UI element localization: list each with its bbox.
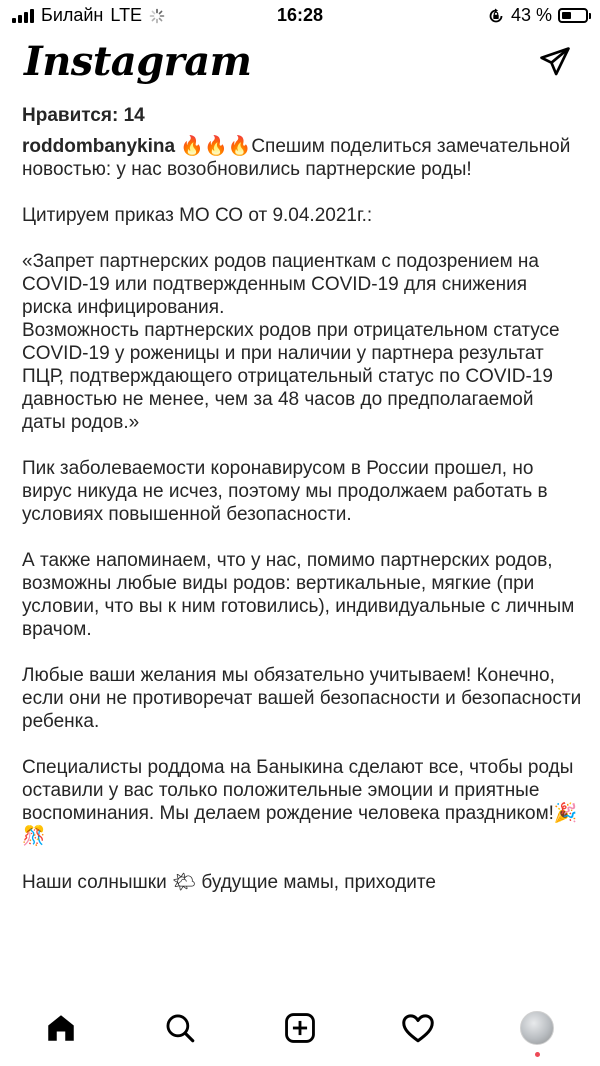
bottom-navigation (0, 994, 600, 1066)
caption-paragraph: «Запрет партнерских родов пациенткам с подозрением на COVID-19 или подтвержденным COVID-19 для снижения риска инфицирования. (22, 251, 539, 318)
nav-new-post[interactable] (280, 1008, 320, 1048)
caption-paragraph: roddombanykina 🔥🔥🔥Спешим поделиться замечательной новостью: у нас возобновились партнерские роды! (22, 136, 571, 180)
network-type: LTE (110, 5, 143, 25)
carrier-name: Билайн (41, 5, 104, 25)
post-caption (22, 135, 582, 894)
new-post-icon (283, 1011, 317, 1045)
orientation-lock-icon (487, 7, 505, 25)
nav-search[interactable] (160, 1008, 200, 1048)
nav-activity[interactable] (398, 1008, 438, 1048)
battery-percentage: 43 % (510, 5, 552, 25)
battery-level-fill (562, 12, 571, 19)
caption-paragraph: Наши солнышки 🌤 будущие мамы, приходите (22, 872, 436, 893)
instagram-logo[interactable]: Instagram (24, 38, 252, 85)
app-header (0, 32, 600, 96)
caption-paragraph: Специалисты роддома на Баныкина сделают все, чтобы роды оставили у вас только положительные эмоции и приятные воспоминания. Мы делаем рождение человека праздником!🎉🎊 (22, 757, 578, 847)
status-right (487, 5, 588, 26)
nav-profile[interactable] (517, 1008, 557, 1048)
notification-dot (535, 1052, 540, 1057)
nav-home[interactable] (41, 1008, 81, 1048)
paper-plane-icon[interactable] (538, 45, 572, 79)
caption-paragraph: Возможность партнерских родов при отрицательном статусе COVID-19 у роженицы и при наличии у партнера результат ПЦР, подтверждающего отрицательный статус по COVID-19 давностью не менее, чем за 48 часов до предполагаемой даты родов.» (22, 320, 560, 433)
home-icon (44, 1011, 78, 1045)
clock: 16:28 (276, 5, 324, 25)
search-icon (163, 1011, 197, 1045)
caption-paragraph: Цитируем приказ МО СО от 9.04.2021г.: (22, 205, 373, 226)
activity-heart-icon (400, 1010, 436, 1046)
profile-avatar (520, 1011, 554, 1045)
post-content (22, 104, 582, 994)
battery-icon (558, 8, 588, 23)
likes-count[interactable]: Нравится: 14 (22, 105, 145, 126)
caption-paragraph: А также напоминаем, что у нас, помимо партнерских родов, возможны любые виды родов: вертикальные, мягкие (при условии, что вы к ним готовились), индивидуальные с личным врачом. (22, 550, 575, 640)
caption-paragraph: Пик заболеваемости коронавирусом в России прошел, но вирус никуда не исчез, поэтому мы продолжаем работать в условиях повышенной безопасности. (22, 458, 548, 525)
post-username[interactable]: roddombanykina (22, 136, 176, 157)
caption-paragraph: Любые ваши желания мы обязательно учитываем! Конечно, если они не противоречат вашей безопасности и безопасности ребенка. (22, 665, 582, 732)
status-bar (0, 0, 600, 32)
